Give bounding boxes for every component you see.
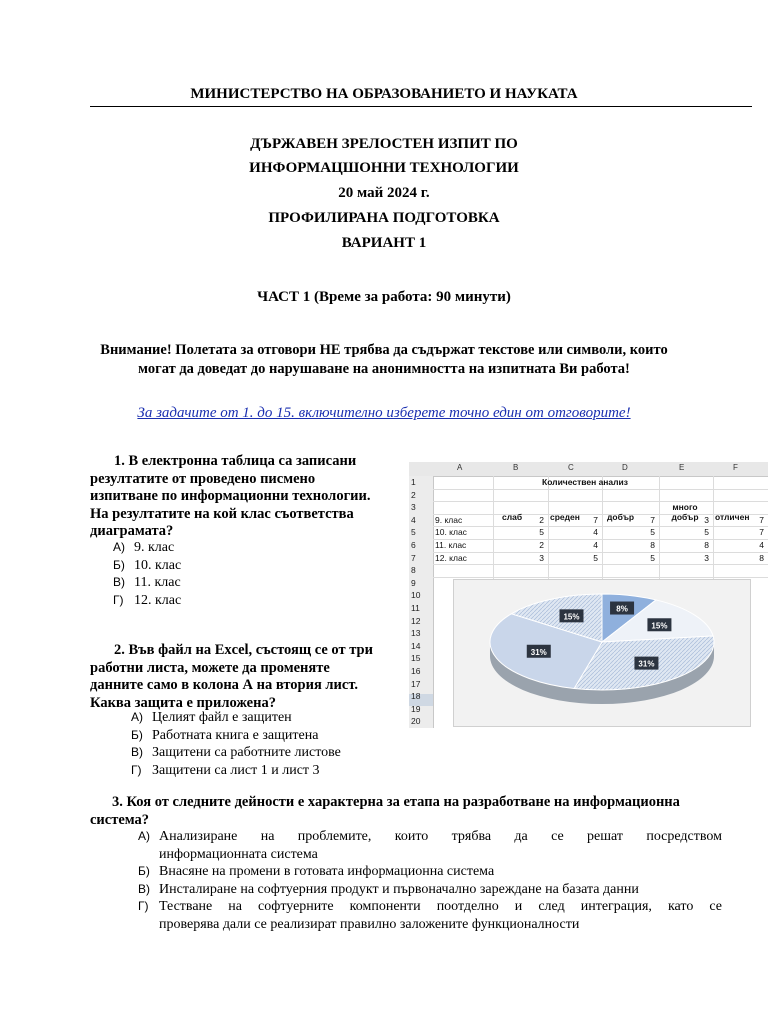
question-3-options [138,828,722,933]
question-2-options [131,709,411,779]
q2-line: 2. Във файл на Excel, състоящ се от три [114,642,373,658]
cell-value: 8 [704,540,709,550]
q2-option-c[interactable]: В) Защитени са работните листове [131,745,341,760]
warning-line1: Внимание! Полетата за отговори НЕ трябва да съдържат текстове или символи, които [100,342,668,358]
q1-line: изпитване по информационни технологии. [90,488,371,504]
exam-part: ЧАСТ 1 (Време за работа: 90 минути) [257,289,511,305]
column-header: D [622,463,628,472]
column-header: F [733,463,738,472]
exam-title-line2: ИНФОРМАЦШОННИ ТЕХНОЛОГИИ [249,160,519,176]
header-divider [90,106,752,107]
q1-option-d[interactable]: Г) 12. клас [113,592,182,608]
row-number: 9 [411,577,416,588]
q3-option-a[interactable]: А) Анализиране на проблемите, които трябва да се решат посредством информационната система [138,829,722,862]
row-header-bar [409,476,434,728]
cell-value: 3 [539,552,544,563]
q1-option-b[interactable]: Б) 10. клас [113,557,182,573]
question-3-text [90,794,752,829]
cell-value: 7 [650,514,655,525]
exam-title-line1: ДЪРЖАВЕН ЗРЕЛОСТЕН ИЗПИТ ПО [250,136,518,152]
q1-option-a[interactable]: А) 9. клас [113,540,175,555]
row-number: 10 [411,590,421,601]
row-number: 20 [411,716,421,727]
row-label: 12. клас [435,552,467,563]
q2-option-b[interactable]: Б) Работната книга е защитена [131,727,319,743]
cell-value: 8 [650,540,655,550]
grid-line [548,476,549,579]
spreadsheet-image [409,462,768,728]
row-number: 11 [411,603,420,613]
sheet-header: среден [550,512,580,522]
cell-value: 3 [704,552,709,563]
sheet-header: слаб [502,512,523,522]
sheet-header: много добър [671,502,699,522]
cell-value: 7 [593,514,598,525]
grid-line [433,552,768,553]
ministry-title: МИНИСТЕРСТВО НА ОБРАЗОВАНИЕТО И НАУКАТА [190,86,578,102]
q3-line: 3. Коя от следните дейности е характерна за етапа на разработване на информационна [112,794,680,810]
row-number: 6 [411,540,416,550]
row-number: 7 [411,552,416,563]
q3-line: система? [90,811,150,828]
exam-profile: ПРОФИЛИРАНА ПОДГОТОВКА [268,210,500,226]
grid-line [713,476,714,579]
row-number: 4 [411,514,416,525]
row-number: 5 [411,527,416,538]
row-number: 18 [411,691,421,702]
q1-line: резултатите от проведено писмено [90,470,316,487]
grid-line [659,476,660,579]
pie-chart [453,579,751,727]
q3-option-a-line2: информационната система [159,846,318,862]
q3-option-c[interactable]: В) Инсталиране на софтуерния продукт и първоначално зареждане на базата данни [138,881,639,897]
row-number: 17 [411,678,421,689]
row-number: 16 [411,666,421,676]
cell-value: 8 [759,552,764,563]
grid-line [433,577,768,578]
exam-variant: ВАРИАНТ 1 [341,235,427,251]
grid-line [602,476,603,579]
sheet-header: добър [607,512,635,522]
cell-value: 4 [593,527,598,538]
column-header: E [679,463,685,472]
q1-line: 1. В електронна таблица са записани [114,453,357,469]
question-2-text [90,642,399,712]
cell-value: 5 [593,552,598,563]
cell-value: 7 [759,514,764,525]
column-header: C [568,463,574,472]
row-label: 9. клас [435,514,463,525]
row-number: 12 [411,615,421,626]
column-header: B [513,463,519,472]
q2-line: данните само в колона А на втория лист. [90,677,358,693]
pie-label: 31% [638,659,655,669]
q1-line: диаграмата? [90,523,174,539]
pie-label: 15% [563,612,580,622]
row-number: 15 [411,653,421,664]
cell-value: 7 [759,527,764,538]
q1-line: На резултатите на кой клас съответства [90,505,354,522]
cell-value: 5 [539,527,544,538]
sheet-header: отличен [715,512,750,522]
sheet-title: Количествен анализ [542,477,629,487]
cell-value: 5 [650,552,655,563]
pie-label: 8% [616,604,628,614]
q2-option-a[interactable]: А) Целият файл е защитен [131,710,292,725]
warning-line2: могат да доведат до нарушаване на анонимността на изпитната Ви работа! [138,361,630,377]
pie-label: 31% [530,647,547,657]
grid-line [493,476,494,579]
column-header-bar [409,462,768,477]
column-header: A [457,463,463,472]
row-label: 10. клас [435,527,467,538]
instruction: За задачите от 1. до 15. включително изберете точно един от отговорите! [137,405,631,421]
question-1-text [90,453,399,541]
row-number: 8 [411,565,416,576]
question-1-options [113,539,313,609]
q3-option-d-line2: проверява дали се реализират правилно заложените функционалности [159,916,580,932]
grid-line [433,501,768,502]
row-number: 13 [411,628,421,639]
cell-value: 5 [704,527,709,538]
cell-value: 3 [704,514,709,525]
cell-value: 4 [759,540,764,550]
row-number: 19 [411,703,421,714]
cell-value: 2 [539,540,544,550]
q3-option-a-line1: Анализиране на проблемите, които трябва да се решат посредством [159,829,722,844]
q2-line: Каква защита е приложена? [90,694,276,711]
grid-line [433,564,768,565]
cell-value: 5 [650,527,655,538]
row-label: 11. клас [435,540,467,550]
q2-option-d[interactable]: Г) Защитени са лист 1 и лист 3 [131,762,320,778]
q2-line: работни листа, можете да променяте [90,659,330,676]
q3-option-d[interactable]: Г) Тестване на софтуерните компоненти поотделно и след интеграция, като се проверява дали се реализират правилно заложените функционалности [138,899,722,932]
row-number: 2 [411,489,416,500]
cell-value: 4 [593,540,598,550]
cell-value: 2 [539,514,544,525]
row-number: 14 [411,640,421,651]
grid-line [433,489,768,490]
row-number: 1 [411,477,416,487]
grid-line [433,539,768,540]
row-number: 3 [411,502,416,513]
exam-date: 20 май 2024 г. [338,185,430,201]
q3-option-d-line1: Тестване на софтуерните компоненти поотделно и след интеграция, като се [159,899,722,914]
q3-option-b[interactable]: Б) Внасяне на промени в готовата информационна система [138,864,495,879]
q1-option-c[interactable]: В) 11. клас [113,575,181,590]
pie-label: 15% [651,621,668,631]
pie-chart-svg [454,580,750,726]
grid-line [433,526,768,527]
